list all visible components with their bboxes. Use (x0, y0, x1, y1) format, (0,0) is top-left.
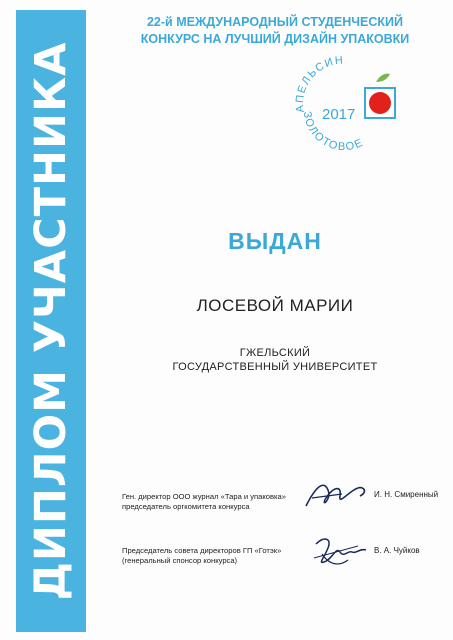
logo-word-top: АПЕЛЬСИН (293, 54, 345, 114)
signatory-role (122, 492, 307, 512)
signatory-role (122, 546, 307, 566)
institution-name (110, 346, 440, 374)
contest-header (110, 14, 440, 48)
signature-mark (310, 532, 372, 572)
institution-line2: ГОСУДАРСТВЕННЫЙ УНИВЕРСИТЕТ (172, 361, 378, 373)
signatory-role-line2: председатель оргкомитета конкурса (122, 502, 250, 511)
logo-year: 2017 (322, 106, 356, 123)
signature-block-1 (122, 488, 442, 528)
diploma-title: ДИПЛОМ УЧАСТНИКА (26, 41, 76, 601)
institution-line1: ГЖЕЛЬСКИЙ (239, 347, 311, 359)
contest-logo (292, 50, 410, 150)
signatory-name: В. А. Чуйков (374, 546, 420, 555)
signature-block-2 (122, 546, 442, 586)
logo-word-bottom: ЗОЛОТОВОЕ (300, 110, 366, 150)
orange-icon (369, 92, 391, 114)
signature-mark (302, 476, 374, 514)
leaf-icon (376, 74, 390, 82)
signatory-role-line1: Председатель совета директоров ГП «Готэк» (122, 546, 282, 555)
signatory-role-line1: Ген. директор ООО журнал «Тара и упаковка» (122, 492, 286, 501)
issued-label: ВЫДАН (228, 228, 322, 254)
signatory-name: И. Н. Смиренный (374, 490, 439, 499)
contest-header-line2: КОНКУРС НА ЛУЧШИЙ ДИЗАЙН УПАКОВКИ (140, 32, 410, 46)
signatory-role-line2: (генеральный спонсор конкурса) (122, 556, 238, 565)
contest-header-line1: 22-й МЕЖДУНАРОДНЫЙ СТУДЕНЧЕСКИЙ (146, 15, 404, 29)
recipient-name: ЛОСЕВОЙ МАРИИ (196, 296, 354, 315)
